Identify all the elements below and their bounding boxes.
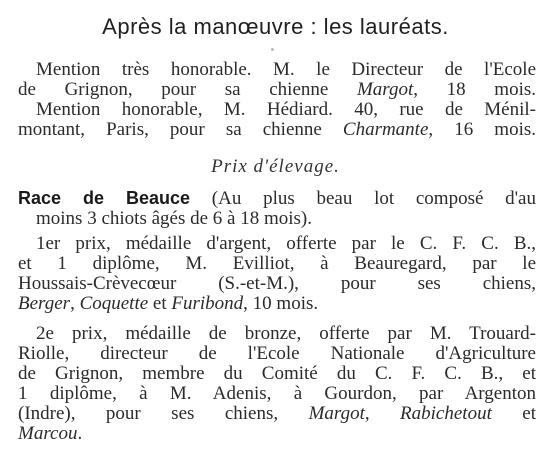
mention1-line2: de Grignon, pour sa chienne Margot, 18 mois. (18, 79, 537, 100)
mentions-paragraph (18, 60, 536, 140)
second-prize-paragraph (18, 324, 536, 444)
first-prize-paragraph (18, 234, 536, 314)
breed-label: Race de Beauce (18, 188, 191, 208)
dog-name-margot: Margot (356, 79, 414, 100)
prize2-line1: 2e prix, médaille de bronze, offerte par M. Trouard- (36, 323, 536, 344)
dog-name-berger: Berger (18, 293, 71, 314)
title-separator-dot (271, 48, 274, 51)
prize1-line1: 1er prix, médaille d'argent, offerte par le C. F. C. B., (36, 233, 536, 254)
prize1-line4: Berger, Coquette et Furibond, 10 mois. (18, 293, 319, 314)
prize1-line3: Houssais-Crèvecœur (S.-et-M.), pour ses chiens, (18, 273, 536, 294)
dog-name-marcou: Marcou (18, 423, 78, 444)
beauce-paragraph (18, 188, 536, 229)
dog-name-furibond: Furibond (171, 293, 244, 314)
dog-name-rabichetout: Rabichetout (400, 403, 492, 424)
beauce-line2: moins 3 chiots âgés de 6 à 18 mois). (36, 208, 312, 229)
dog-name-charmante: Charmante (342, 119, 429, 140)
mention2-line2: montant, Paris, pour sa chienne Charmante, 16 mois. (18, 119, 536, 140)
prize1-line2: et 1 diplôme, M. Evilliot, à Beauregard, par le (18, 253, 536, 274)
beauce-line1: Race de Beauce (Au plus beau lot composé d'au (18, 188, 536, 209)
prize2-line3: de Grignon, membre du Comité du C. F. C. B., et (18, 363, 536, 384)
mention1-line1: Mention très honorable. M. le Directeur de l'Ecole (36, 59, 536, 80)
prize2-line6: Marcou. (18, 423, 83, 444)
article-title: Après la manœuvre : les lauréats. (102, 14, 449, 39)
prize2-line5: (Indre), pour ses chiens, Margot, Rabichetout et (18, 403, 537, 424)
section-heading-prix-elevage: Prix d'élevage. (211, 156, 340, 177)
dog-name-coquette: Coquette (79, 293, 149, 314)
prize2-line2: Riolle, directeur de l'Ecole Nationale d'Agriculture (18, 343, 536, 364)
mention2-line1: Mention honorable, M. Hédiard. 40, rue de Ménil- (36, 99, 536, 120)
dog-name-margot-2: Margot (308, 403, 365, 424)
prize2-line4: 1 diplôme, à M. Adenis, à Gourdon, par Argenton (18, 383, 536, 404)
